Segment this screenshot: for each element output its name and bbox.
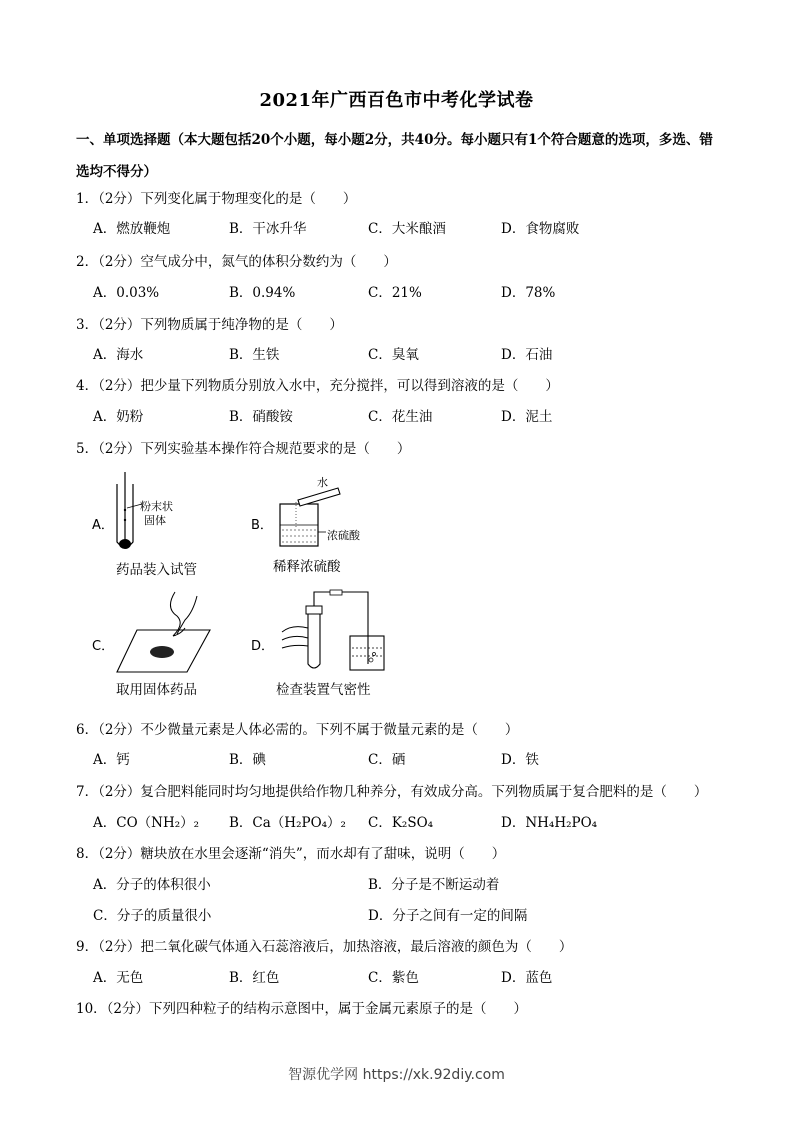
q2-option-c: C．21% [368, 285, 422, 301]
q6-option-c: C．硒 [368, 752, 406, 768]
section-heading: 一、单项选择题（本大题包括20个小题，每小题2分，共40分。每小题只有1个符合题意的选项，多选、错选均不得分） [76, 132, 713, 180]
q7-option-a: A．CO（NH₂）₂ [93, 815, 200, 831]
q4-option-a: A．奶粉 [93, 409, 144, 425]
q8-option-d: D．分子之间有一定的间隔 [368, 908, 528, 924]
q3-option-c: C．臭氧 [368, 347, 419, 363]
page-title: 2021年广西百色市中考化学试卷 [259, 90, 534, 111]
question-4-stem: 4．（2分）把少量下列物质分别放入水中，充分搅拌，可以得到溶液的是（ ） [76, 378, 559, 394]
q7-option-c: C．K₂SO₄ [368, 815, 434, 831]
figure-d-letter: D． [251, 639, 275, 654]
question-5-stem: 5．（2分）下列实验基本操作符合规范要求的是（ ） [76, 441, 411, 457]
question-3-stem: 3．（2分）下列物质属于纯净物的是（ ） [76, 317, 343, 333]
q2-option-a: A．0.03% [93, 285, 160, 301]
q4-option-c: C．花生油 [368, 409, 433, 425]
q2-option-d: D．78% [501, 285, 556, 301]
figure-c-letter: C． [92, 639, 115, 654]
q9-option-c: C．紫色 [368, 970, 419, 986]
q9-option-b: B．红色 [229, 970, 280, 986]
q4-option-b: B．硝酸铵 [229, 409, 293, 425]
figure-a-letter: A． [92, 518, 114, 533]
q1-option-d: D．食物腐败 [501, 221, 580, 237]
q8-option-c: C．分子的质量很小 [93, 908, 212, 924]
question-6-stem: 6．（2分）不少微量元素是人体必需的。下列不属于微量元素的是（ ） [76, 722, 519, 738]
footer-watermark-link[interactable]: 智源优学网 https://xk.92diy.com [288, 1067, 505, 1083]
q6-option-b: B．碘 [229, 752, 266, 768]
q3-option-a: A．海水 [93, 347, 144, 363]
question-2-stem: 2．（2分）空气成分中，氮气的体积分数约为（ ） [76, 254, 397, 270]
question-7-stem: 7．（2分）复合肥料能同时均匀地提供给作物几种养分，有效成分高。下列物质属于复合肥料的是（ ） [76, 784, 708, 800]
q3-option-b: B．生铁 [229, 347, 280, 363]
q8-option-a: A．分子的体积很小 [93, 877, 211, 893]
question-10-stem: 10．（2分）下列四种粒子的结构示意图中，属于金属元素原子的是（ ） [76, 1001, 528, 1017]
question-8-stem: 8．（2分）糖块放在水里会逐渐“消失”，而水却有了甜味，说明（ ） [76, 846, 506, 862]
figure-d-caption: 检查装置气密性 [276, 682, 371, 698]
q6-option-a: A．钙 [93, 752, 130, 768]
airtightness-check-illustration [272, 588, 392, 676]
q2-option-b: B．0.94% [229, 285, 296, 301]
q1-option-b: B．干冰升华 [229, 221, 307, 237]
figure-b-letter: B． [251, 518, 273, 533]
q9-option-a: A．无色 [93, 970, 144, 986]
figure-b-caption: 稀释浓硫酸 [273, 559, 341, 575]
q9-option-d: D．蓝色 [501, 970, 553, 986]
question-9-stem: 9．（2分）把二氧化碳气体通入石蕊溶液后，加热溶液，最后溶液的颜色为（ ） [76, 939, 573, 955]
q1-option-c: C．大米酿酒 [368, 221, 446, 237]
q1-option-a: A．燃放鞭炮 [93, 221, 171, 237]
q8-option-b: B．分子是不断运动着 [368, 877, 500, 893]
q6-option-d: D．铁 [501, 752, 539, 768]
q7-option-b: B．Ca（H₂PO₄）₂ [229, 815, 346, 831]
water-label: 水 [317, 476, 328, 489]
powder-label-line2: 固体 [144, 514, 166, 527]
q4-option-d: D．泥土 [501, 409, 553, 425]
powder-label-line1: 粉末状 [140, 500, 173, 513]
figure-a-caption: 药品装入试管 [116, 562, 197, 578]
q3-option-d: D．石油 [501, 347, 553, 363]
question-1-stem: 1．（2分）下列变化属于物理变化的是（ ） [76, 191, 357, 207]
acid-label: 浓硫酸 [327, 529, 360, 542]
q7-option-d: D．NH₄H₂PO₄ [501, 815, 598, 831]
figure-c-caption: 取用固体药品 [116, 682, 197, 698]
solid-reagent-illustration [115, 590, 215, 675]
